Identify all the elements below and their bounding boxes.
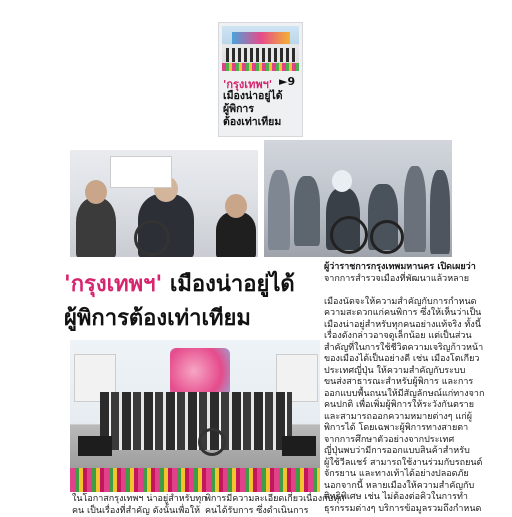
- headline: [64, 266, 295, 301]
- article-line: จากการศึกษาตัวอย่างจากประเทศ: [324, 435, 444, 447]
- screen-panel: [110, 156, 172, 188]
- article-line: ความสะดวกแก่คนพิการ ซึ่งให้เห็นว่าเป็น: [324, 308, 444, 320]
- person: [430, 170, 450, 254]
- article-line: พิการได้ โดยเฉพาะผู้พิการทางสายตา: [324, 423, 444, 435]
- teaser-line: ต้องเท่าเทียม: [223, 116, 281, 128]
- article-line: เมืองนัดจะให้ความสำคัญกับการกำหนด: [324, 297, 444, 309]
- article-line: ญี่ปุ่นพบว่ามีการออกแบบสินค้าสำหรับ: [324, 446, 444, 458]
- article-line: เมืองน่าอยู่สำหรับทุกคนอย่างแท้จริง ทั้งนี้: [324, 320, 444, 332]
- article-line: สำคัญที่ในการใช้ชีวิตความเจริญก้าวหน้า: [324, 343, 444, 355]
- article-line: และสามารถออกความหมายต่างๆ แก่ผู้: [324, 412, 444, 424]
- article-line: พิการมีความละเอียดเกี่ยวเนื่องกับทุก: [205, 494, 320, 506]
- photo-stage-event: [70, 340, 320, 492]
- article-line: ธุรกรรมต่างๆ บริการข้อมูลรวมถึงกำหนด: [324, 504, 444, 516]
- teaser-crowd: [226, 48, 296, 62]
- speaker-left: [78, 436, 112, 456]
- headline-rest: เมืองน่าอยู่ได้: [162, 272, 294, 297]
- article-line: ออกแบบพื้นถนนให้มีสัญลักษณ์แก่ทางจาก: [324, 389, 444, 401]
- article-bottom-mid-column: [205, 494, 320, 517]
- article-line: ของเมืองได้เป็นอย่างดี เช่น เมืองโตเกียว: [324, 354, 444, 366]
- article-line: เรื่องดังกล่าวอาจดูเล็กน้อย แต่เป็นส่วน: [324, 331, 444, 343]
- teaser-banner: [232, 32, 290, 44]
- article-line: นอกจากนี้ หลายเมืองให้ความสำคัญกับ: [324, 481, 444, 493]
- article-line: สิทธิพิเศษ เช่น ไม่ต้องต่อคิวในการทำ: [324, 492, 444, 504]
- wheelchair: [134, 220, 170, 256]
- article-line: คนได้รับการ ซึ่งดำเนินการ: [205, 506, 320, 517]
- article-line: ขนส่งสาธารณะสำหรับผู้พิการ และการ: [324, 377, 444, 389]
- teaser-flowers: [222, 63, 299, 71]
- wheelchair: [330, 216, 368, 254]
- teaser-line: ผู้พิการ: [223, 103, 254, 115]
- teaser-title: 'กรุงเทพฯ': [223, 75, 272, 93]
- article-bottom-left-column: [72, 494, 202, 517]
- article-line: คน เป็นเรื่องที่สำคัญ ดังนั้นเพื่อให้: [72, 506, 202, 517]
- person: [294, 176, 320, 246]
- article-line: จากการสำรวจเมืองที่พัฒนาแล้วหลาย: [324, 274, 444, 286]
- teaser-line: เมืองน่าอยู่ได้: [223, 90, 283, 102]
- person: [268, 170, 290, 250]
- article-right-column: [324, 262, 444, 515]
- stage-group: [100, 392, 292, 450]
- teaser-box[interactable]: [218, 22, 303, 137]
- teaser-photo: [222, 26, 299, 71]
- article-line: คนปกติ เพื่อเพิ่มผู้พิการให้ระวังกันตราย: [324, 400, 444, 412]
- person: [216, 212, 256, 257]
- article-line: ผู้ใช้วีลแชร์ สามารถใช้งานร่วมกับรถยนต์: [324, 458, 444, 470]
- wheelchair: [198, 428, 226, 456]
- person: [404, 166, 426, 252]
- person-head: [225, 194, 247, 218]
- person-head: [85, 180, 107, 204]
- wheelchair: [370, 220, 404, 254]
- person: [76, 198, 116, 257]
- article-line: จักรยาน และทางเท้าได้อย่างปลอดภัย: [324, 469, 444, 481]
- speaker-right: [282, 436, 316, 456]
- article-line: [324, 285, 444, 297]
- photo-right: [264, 140, 452, 257]
- headline-line-2: ผู้พิการต้องเท่าเทียม: [64, 300, 251, 335]
- headline-highlight: 'กรุงเทพฯ': [64, 272, 162, 297]
- article-line: ประเทศญี่ปุ่น ให้ความสำคัญกับระบบ: [324, 366, 444, 378]
- person-head: [332, 170, 352, 192]
- stage-flowers: [70, 468, 320, 492]
- photo-left: [70, 150, 258, 257]
- article-line: ในโอกาสกรุงเทพฯ น่าอยู่สำหรับทุก: [72, 494, 202, 506]
- teaser-page-ref[interactable]: ►9: [279, 75, 295, 88]
- article-line: ผู้ว่าราชการกรุงเทพมหานคร เปิดเผยว่า: [324, 262, 444, 274]
